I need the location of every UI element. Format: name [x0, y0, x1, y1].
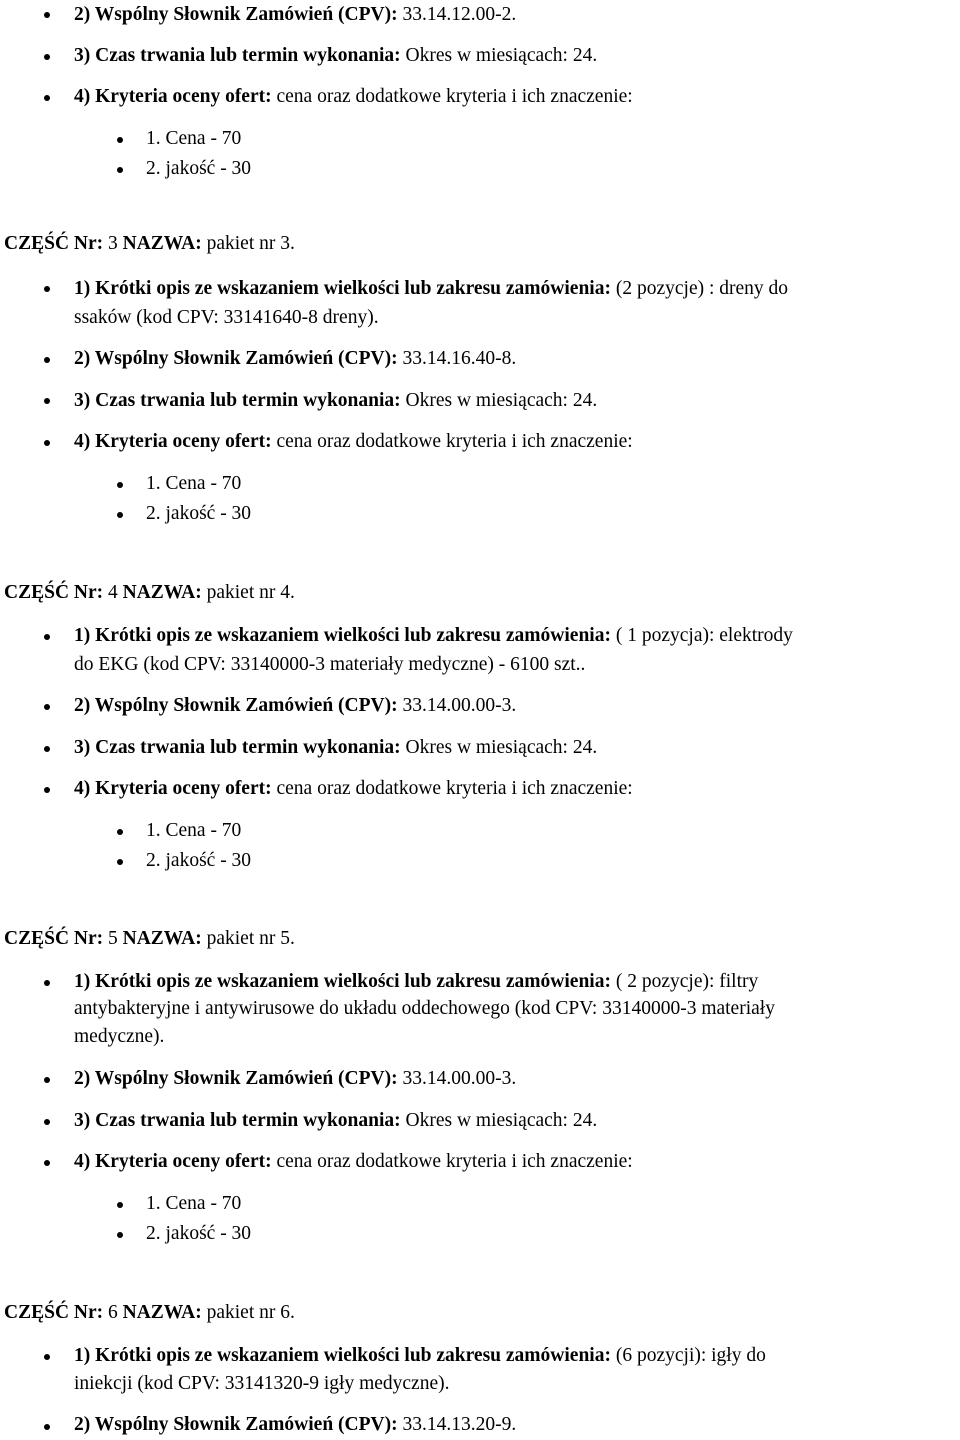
- duration-line: 3) Czas trwania lub termin wykonania: Okres w miesiącach: 24.: [74, 1110, 598, 1131]
- bullet: [44, 787, 50, 793]
- bullet: [44, 704, 50, 710]
- part-heading: CZĘŚĆ Nr: 6 NAZWA: pakiet nr 6.: [4, 1302, 295, 1323]
- bullet: [44, 12, 50, 18]
- duration-line: 3) Czas trwania lub termin wykonania: Okres w miesiącach: 24.: [74, 737, 598, 758]
- part-heading: CZĘŚĆ Nr: 3 NAZWA: pakiet nr 3.: [4, 233, 295, 254]
- bullet: [117, 829, 123, 835]
- bullet: [44, 1354, 50, 1360]
- description-cont: antybakteryjne i antywirusowe do układu oddechowego (kod CPV: 33140000-3 materiały: [74, 998, 775, 1019]
- cpv-line: 2) Wspólny Słownik Zamówień (CPV): 33.14.12.00-2.: [74, 4, 517, 25]
- bullet: [44, 440, 50, 446]
- description-cont: medyczne).: [74, 1026, 165, 1047]
- bullet: [117, 512, 123, 518]
- cpv-line: 2) Wspólny Słownik Zamówień (CPV): 33.14.13.20-9.: [74, 1414, 517, 1435]
- bullet: [44, 746, 50, 752]
- bullet: [44, 1119, 50, 1125]
- criterion-price: 1. Cena - 70: [146, 1193, 242, 1214]
- bullet: [117, 137, 123, 143]
- description-cont: iniekcji (kod CPV: 33141320-9 igły medyczne).: [74, 1373, 450, 1394]
- bullet: [117, 167, 123, 173]
- cpv-line: 2) Wspólny Słownik Zamówień (CPV): 33.14.00.00-3.: [74, 1068, 517, 1089]
- description-line: 1) Krótki opis ze wskazaniem wielkości lub zakresu zamówienia: (6 pozycji): igły do: [74, 1345, 766, 1366]
- duration-line: 3) Czas trwania lub termin wykonania: Okres w miesiącach: 24.: [74, 390, 598, 411]
- bullet: [44, 980, 50, 986]
- criterion-quality: 2. jakość - 30: [146, 503, 252, 524]
- bullet: [44, 1077, 50, 1083]
- bullet: [117, 859, 123, 865]
- bullet: [44, 1424, 50, 1430]
- criterion-quality: 2. jakość - 30: [146, 1223, 252, 1244]
- bullet: [44, 634, 50, 640]
- criterion-quality: 2. jakość - 30: [146, 850, 252, 871]
- criteria-line: 4) Kryteria oceny ofert: cena oraz dodatkowe kryteria i ich znaczenie:: [74, 86, 633, 107]
- criteria-line: 4) Kryteria oceny ofert: cena oraz dodatkowe kryteria i ich znaczenie:: [74, 778, 633, 799]
- description-line: 1) Krótki opis ze wskazaniem wielkości lub zakresu zamówienia: (2 pozycje) : dreny do: [74, 278, 789, 299]
- criterion-quality: 2. jakość - 30: [146, 158, 252, 179]
- bullet: [117, 1202, 123, 1208]
- cpv-line: 2) Wspólny Słownik Zamówień (CPV): 33.14.16.40-8.: [74, 348, 517, 369]
- criterion-price: 1. Cena - 70: [146, 473, 242, 494]
- description-cont: ssaków (kod CPV: 33141640-8 dreny).: [74, 307, 379, 328]
- part-heading: CZĘŚĆ Nr: 4 NAZWA: pakiet nr 4.: [4, 582, 295, 603]
- bullet: [44, 54, 50, 60]
- description-cont: do EKG (kod CPV: 33140000-3 materiały medyczne) - 6100 szt..: [74, 654, 586, 675]
- criterion-price: 1. Cena - 70: [146, 820, 242, 841]
- criteria-line: 4) Kryteria oceny ofert: cena oraz dodatkowe kryteria i ich znaczenie:: [74, 431, 633, 452]
- duration-line: 3) Czas trwania lub termin wykonania: Okres w miesiącach: 24.: [74, 45, 598, 66]
- criterion-price: 1. Cena - 70: [146, 128, 242, 149]
- cpv-line: 2) Wspólny Słownik Zamówień (CPV): 33.14.00.00-3.: [74, 695, 517, 716]
- bullet: [44, 1160, 50, 1166]
- bullet: [44, 398, 50, 404]
- bullet: [44, 286, 50, 292]
- part-heading: CZĘŚĆ Nr: 5 NAZWA: pakiet nr 5.: [4, 928, 295, 949]
- description-line: 1) Krótki opis ze wskazaniem wielkości lub zakresu zamówienia: ( 1 pozycja): elektrody: [74, 625, 793, 646]
- bullet: [117, 482, 123, 488]
- description-line: 1) Krótki opis ze wskazaniem wielkości lub zakresu zamówienia: ( 2 pozycje): filtry: [74, 971, 759, 992]
- bullet: [44, 357, 50, 363]
- criteria-line: 4) Kryteria oceny ofert: cena oraz dodatkowe kryteria i ich znaczenie:: [74, 1151, 633, 1172]
- bullet: [44, 95, 50, 101]
- bullet: [117, 1232, 123, 1238]
